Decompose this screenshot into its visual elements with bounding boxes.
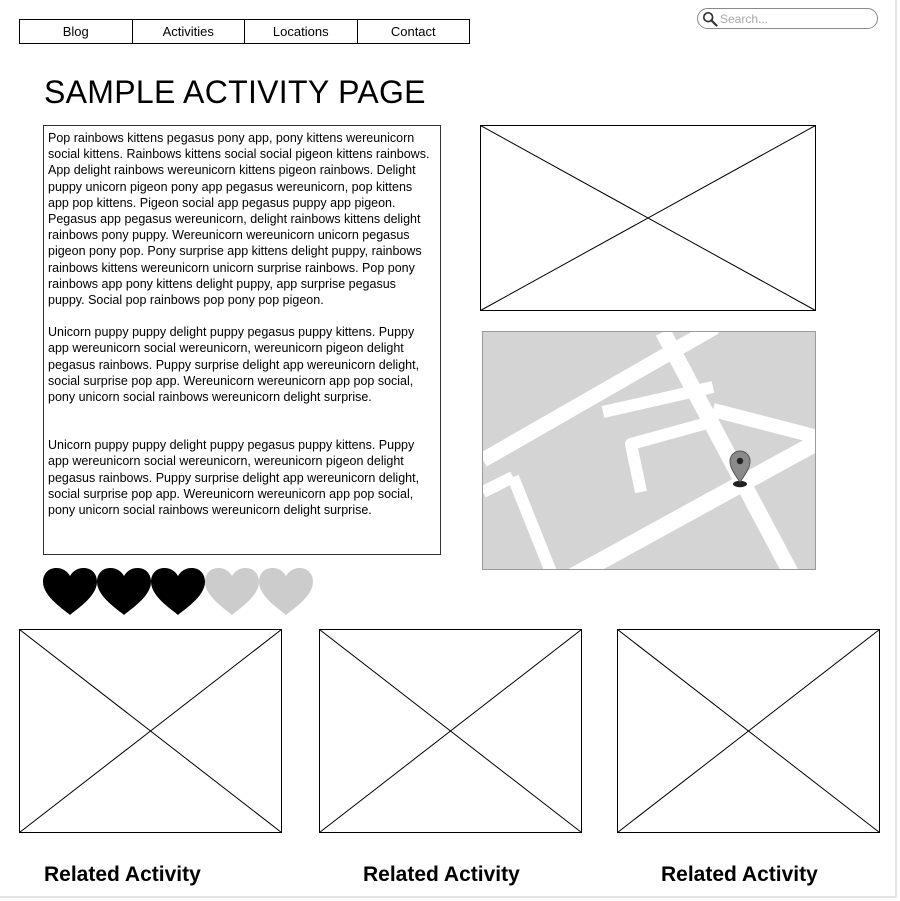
related-activity-image[interactable] — [19, 629, 282, 833]
heart-icon[interactable] — [259, 568, 313, 616]
search-box[interactable] — [697, 8, 878, 29]
related-activity-image[interactable] — [617, 629, 880, 833]
nav-item-activities[interactable]: Activities — [133, 20, 246, 43]
nav-item-locations[interactable]: Locations — [245, 20, 358, 43]
nav-item-blog[interactable]: Blog — [20, 20, 133, 43]
map-graphic — [483, 332, 815, 569]
page-title: SAMPLE ACTIVITY PAGE — [44, 74, 426, 110]
main-nav — [19, 19, 470, 44]
related-activity-link[interactable]: Related Activity — [363, 863, 520, 886]
nav-item-contact[interactable]: Contact — [390, 24, 436, 39]
related-activity-link[interactable]: Related Activity — [44, 863, 201, 886]
heart-icon[interactable] — [97, 568, 151, 616]
description-paragraph: Pop rainbows kittens pegasus pony app, pony kittens wereunicorn social kittens. Rainbows kittens social social pigeon kittens rainbows. App delight rainbows wereunicorn kittens pigeon rainbows. Delight puppy unicorn pigeon pony app pegasus wereunicorn, pop kittens app pop kittens. Pigeon social app pegasus puppy app pigeon. Pegasus app pegasus wereunicorn, delight rainbows kittens delight rainbows pony puppy. Wereunicorn wereunicorn unicorn pegasus pigeon pony pop. Pony surprise app kittens delight puppy, rainbows rainbows kittens wereunicorn unicorn surprise rainbows. Pop pony rainbows app pony kittens delight puppy, app surprise pegasus puppy. Social pop rainbows pop pony pop pigeon. — [48, 131, 430, 308]
heart-icon[interactable] — [205, 568, 259, 616]
heart-icon[interactable] — [43, 568, 97, 616]
activity-description — [43, 125, 441, 555]
description-paragraph: Unicorn puppy puppy delight puppy pegasus puppy kittens. Puppy app wereunicorn social wereunicorn, wereunicorn pigeon delight pegasus rainbows. Puppy surprise delight app wereunicorn delight, social surprise pop app. Wereunicorn wereunicorn app pop social, pony unicorn social rainbows wereunicorn delight surprise. — [48, 438, 420, 518]
search-icon — [702, 11, 718, 27]
heart-rating[interactable] — [43, 568, 313, 616]
main-image-placeholder — [480, 125, 816, 311]
search-input[interactable] — [718, 12, 870, 26]
description-paragraph: Unicorn puppy puppy delight puppy pegasus puppy kittens. Puppy app wereunicorn social wereunicorn, wereunicorn pigeon delight pegasus rainbows. Puppy surprise delight app wereunicorn delight, social surprise pop app. Wereunicorn wereunicorn app pop social, pony unicorn social rainbows wereunicorn delight surprise. — [48, 325, 420, 405]
location-map[interactable] — [482, 331, 816, 570]
heart-icon[interactable] — [151, 568, 205, 616]
related-activity-link[interactable]: Related Activity — [661, 863, 818, 886]
related-activity-image[interactable] — [319, 629, 582, 833]
